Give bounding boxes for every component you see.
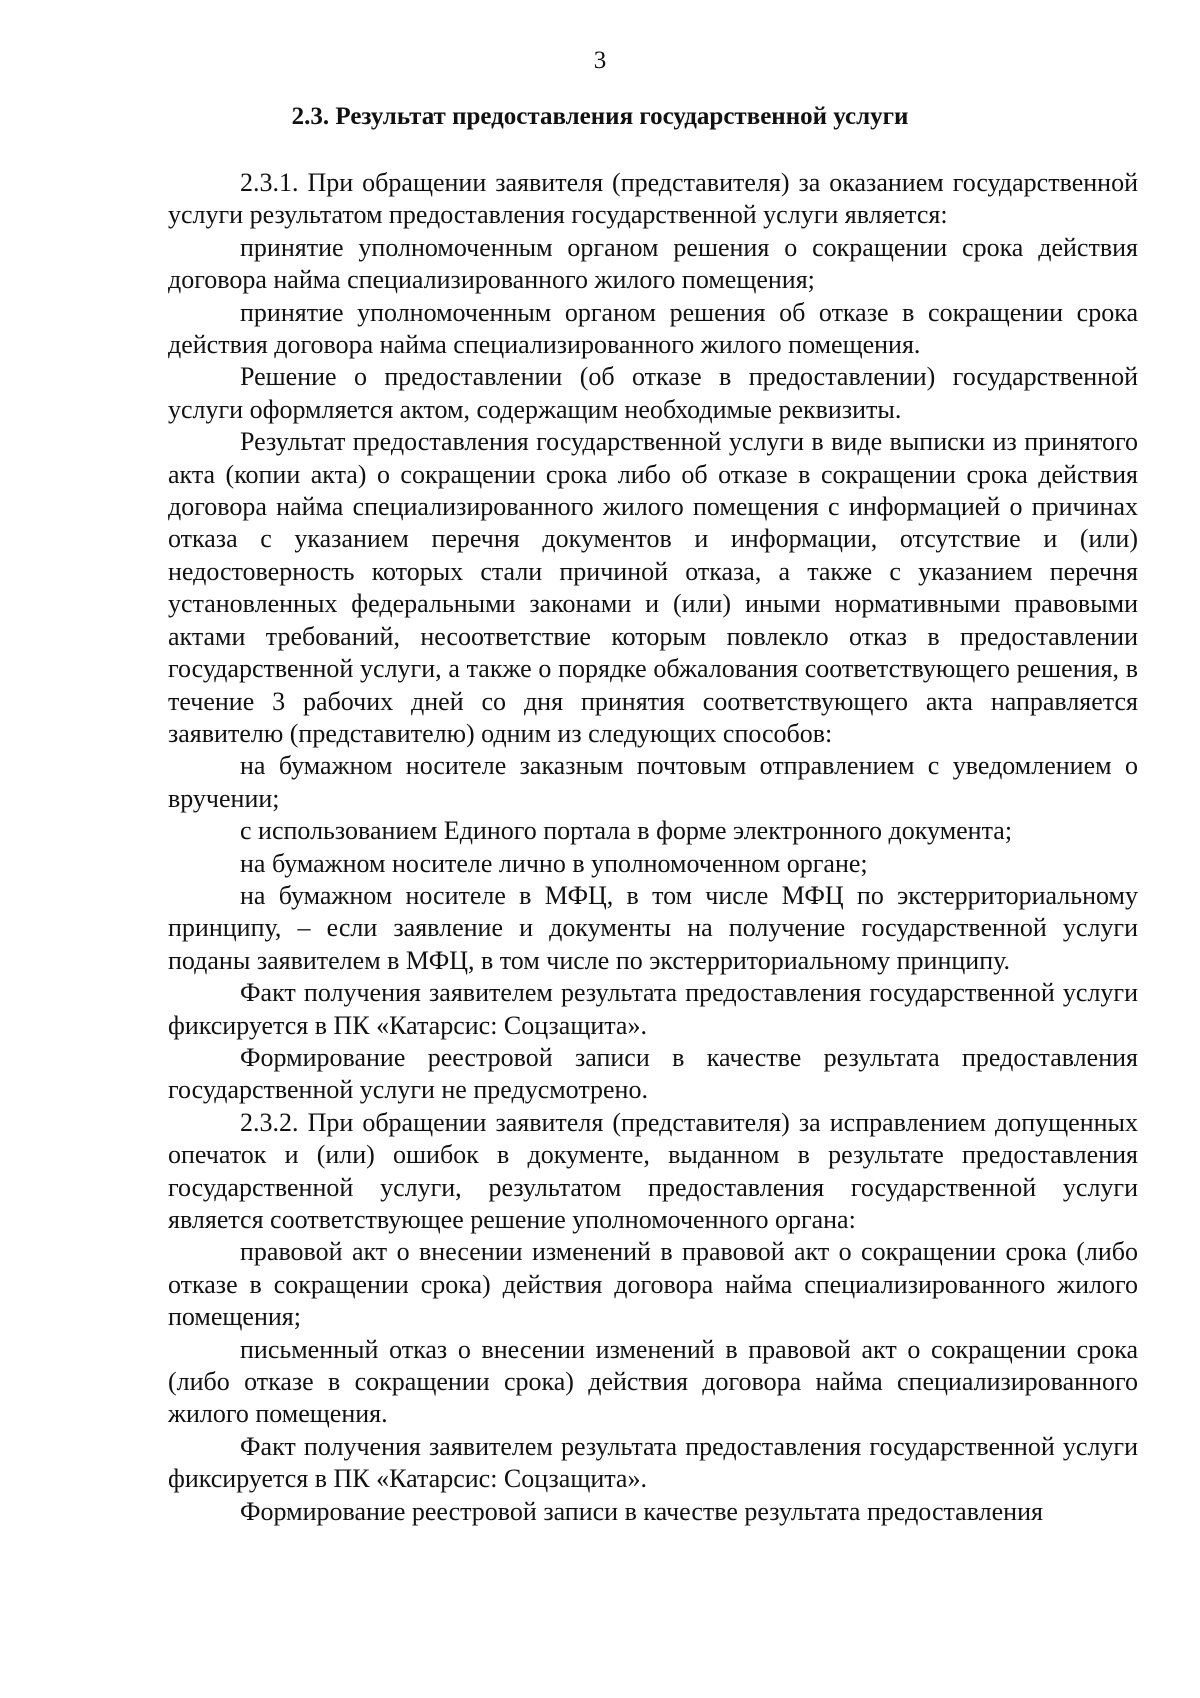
paragraph: Решение о предоставлении (об отказе в предоставлении) государственной услуги оформляется актом, содержащим необходимые реквизиты. bbox=[168, 362, 1138, 424]
paragraph: правовой акт о внесении изменений в правовой акт о сокращении срока (либо отказе в сокращении срока) действия договора найма специализированного жилого помещения; bbox=[168, 1237, 1138, 1332]
paragraph: на бумажном носителе лично в уполномоченном органе; bbox=[240, 848, 868, 878]
paragraph: принятие уполномоченным органом решения об отказе в сокращении срока действия договора найма специализированного жилого помещения. bbox=[168, 297, 1138, 360]
paragraph: с использованием Единого портала в форме электронного документа; bbox=[240, 816, 1013, 846]
paragraph: Факт получения заявителем результата предоставления государственной услуги фиксируется в ПК «Катарсис: Соцзащита». bbox=[168, 978, 1138, 1040]
paragraph: Формирование реестровой записи в качестве результата предоставления государственной услуги не предусмотрено. bbox=[168, 1042, 1138, 1105]
document-body bbox=[168, 167, 1138, 1528]
paragraph: 2.3.1. При обращении заявителя (представителя) за оказанием государственной услуги результатом предоставления государственной услуги является: bbox=[168, 168, 1138, 230]
page-number: 3 bbox=[593, 47, 607, 74]
paragraph: на бумажном носителе в МФЦ, в том числе МФЦ по экстерриториальному принципу, – если заявление и документы на получение государственной услуги поданы заявителем в МФЦ, в том числе по экстерриториальному принципу. bbox=[168, 880, 1138, 975]
paragraph: Факт получения заявителем результата предоставления государственной услуги фиксируется в ПК «Катарсис: Соцзащита». bbox=[168, 1431, 1138, 1494]
paragraph: письменный отказ о внесении изменений в правовой акт о сокращении срока (либо отказе в сокращении срока) действия договора найма специализированного жилого помещения. bbox=[168, 1334, 1138, 1429]
paragraph: принятие уполномоченным органом решения о сокращении срока действия договора найма специализированного жилого помещения; bbox=[168, 232, 1138, 295]
section-title: 2.3. Результат предоставления государственной услуги bbox=[291, 103, 909, 130]
paragraph: 2.3.2. При обращении заявителя (представителя) за исправлением допущенных опечаток и (или) ошибок в документе, выданном в результате предоставления государственной услуги, результатом предоставления государственной услуги является соответствующее решение уполномоченного органа: bbox=[168, 1107, 1138, 1234]
paragraph: Формирование реестровой записи в качестве результата предоставления bbox=[240, 1496, 1043, 1526]
paragraph: Результат предоставления государственной услуги в виде выписки из принятого акта (копии акта) о сокращении срока либо об отказе в сокращении срока действия договора найма специализированного жилого помещения с информацией о причинах отказа с указанием перечня документов и информации, отсутствие и (или) недостоверность которых стали причиной отказа, а также с указанием перечня установленных федеральными законами и (или) иными нормативными правовыми актами требований, несоответствие которым повлекло отказ в предоставлении государственной услуги, а также о порядке обжалования соответствующего решения, в течение 3 рабочих дней со дня принятия соответствующего акта направляется заявителю (представителю) одним из следующих способов: bbox=[168, 427, 1138, 748]
paragraph: на бумажном носителе заказным почтовым отправлением с уведомлением о вручении; bbox=[168, 751, 1138, 813]
